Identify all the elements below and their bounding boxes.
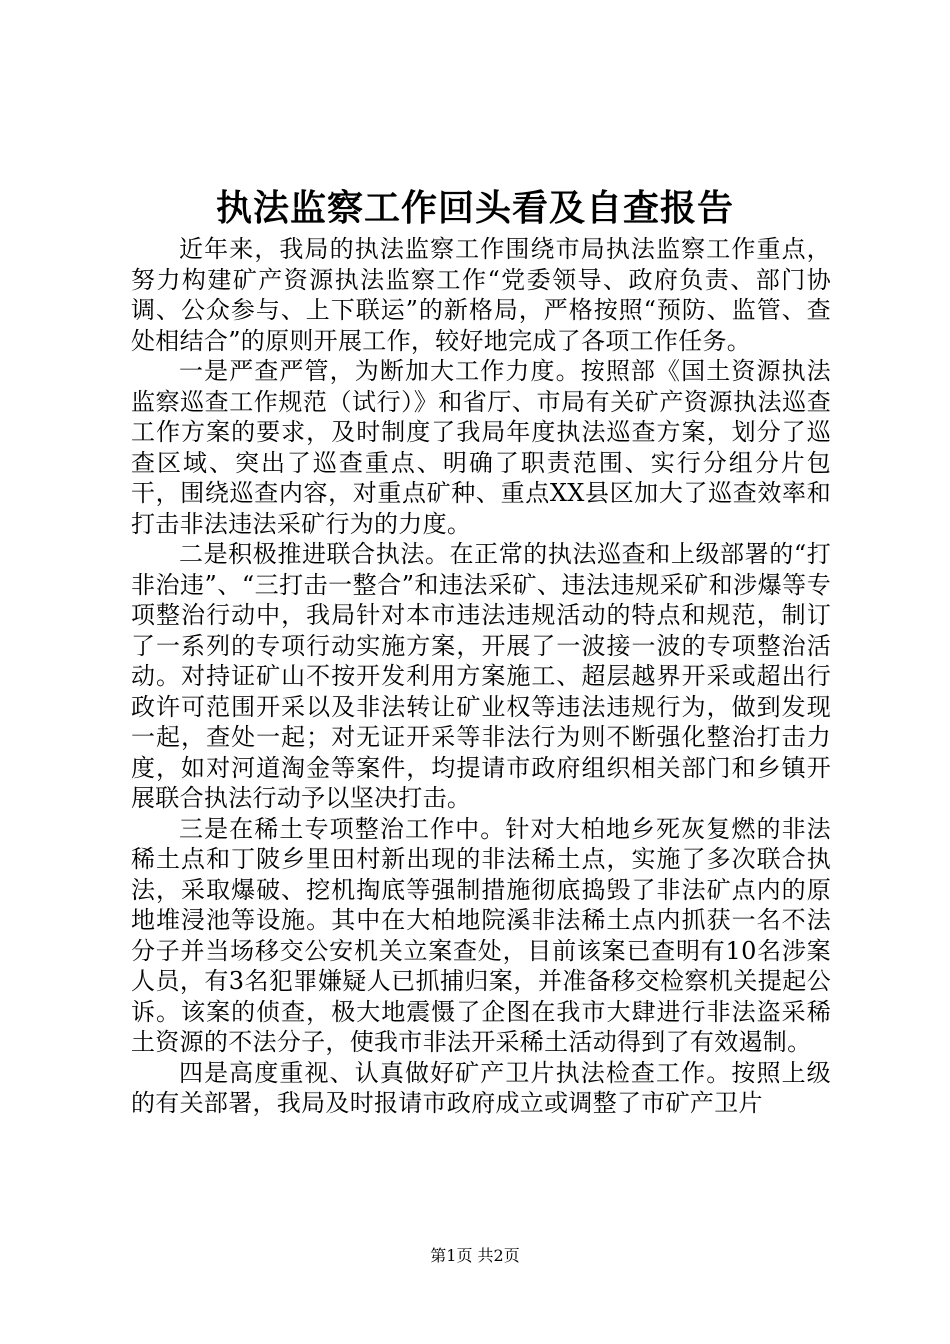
document-body bbox=[131, 234, 831, 1119]
page-footer: 第1页 共2页 bbox=[430, 1246, 520, 1265]
paragraph-point-2: 二是积极推进联合执法。在正常的执法巡查和上级部署的“打非治违”、“三打击一整合”和违法采矿、违法违规采矿和涉爆等专项整治行动中，我局针对本市违法违规活动的特点和规范，制订了一系列的专项行动实施方案，开展了一波接一波的专项整治活动。对持证矿山不按开发利用方案施工、超层越界开采或超出行政许可范围开采以及非法转让矿业权等违法违规行为，做到发现一起，查处一起；对无证开采等非法行为则不断强化整治打击力度，如对河道淘金等案件，均提请市政府组织相关部门和乡镇开展联合执法行动予以坚决打击。 bbox=[131, 540, 831, 812]
paragraph-intro: 近年来，我局的执法监察工作围绕市局执法监察工作重点，努力构建矿产资源执法监察工作“党委领导、政府负责、部门协调、公众参与、上下联运”的新格局，严格按照“预防、监管、查处相结合”的原则开展工作，较好地完成了各项工作任务。 bbox=[131, 235, 831, 355]
paragraph-point-4: 四是高度重视、认真做好矿产卫片执法检查工作。按照上级的有关部署，我局及时报请市政府成立或调整了市矿产卫片 bbox=[131, 1058, 831, 1117]
paragraph-point-1: 一是严查严管，为断加大工作力度。按照部《国土资源执法监察巡查工作规范（试行）》和省厅、市局有关矿产资源执法巡查工作方案的要求，及时制度了我局年度执法巡查方案，划分了巡查区域、突出了巡查重点、明确了职责范围、实行分组分片包干，围绕巡查内容，对重点矿种、重点XX县区加大了巡查效率和打击非法违法采矿行为的力度。 bbox=[131, 357, 831, 538]
document-title: 执法监察工作回头看及自查报告 bbox=[215, 187, 734, 229]
paragraph-point-3: 三是在稀土专项整治工作中。针对大柏地乡死灰复燃的非法稀土点和丁陂乡里田村新出现的非法稀土点，实施了多次联合执法，采取爆破、挖机掏底等强制措施彻底捣毁了非法矿点内的原地堆浸池等设施。其中在大柏地院溪非法稀土点内抓获一名不法分子并当场移交公安机关立案查处，目前该案已查明有10名涉案人员，有3名犯罪嫌疑人已抓捕归案，并准备移交检察机关提起公诉。该案的侦查，极大地震慑了企图在我市大肆进行非法盗采稀土资源的不法分子，使我市非法开采稀土活动得到了有效遏制。 bbox=[131, 814, 831, 1056]
